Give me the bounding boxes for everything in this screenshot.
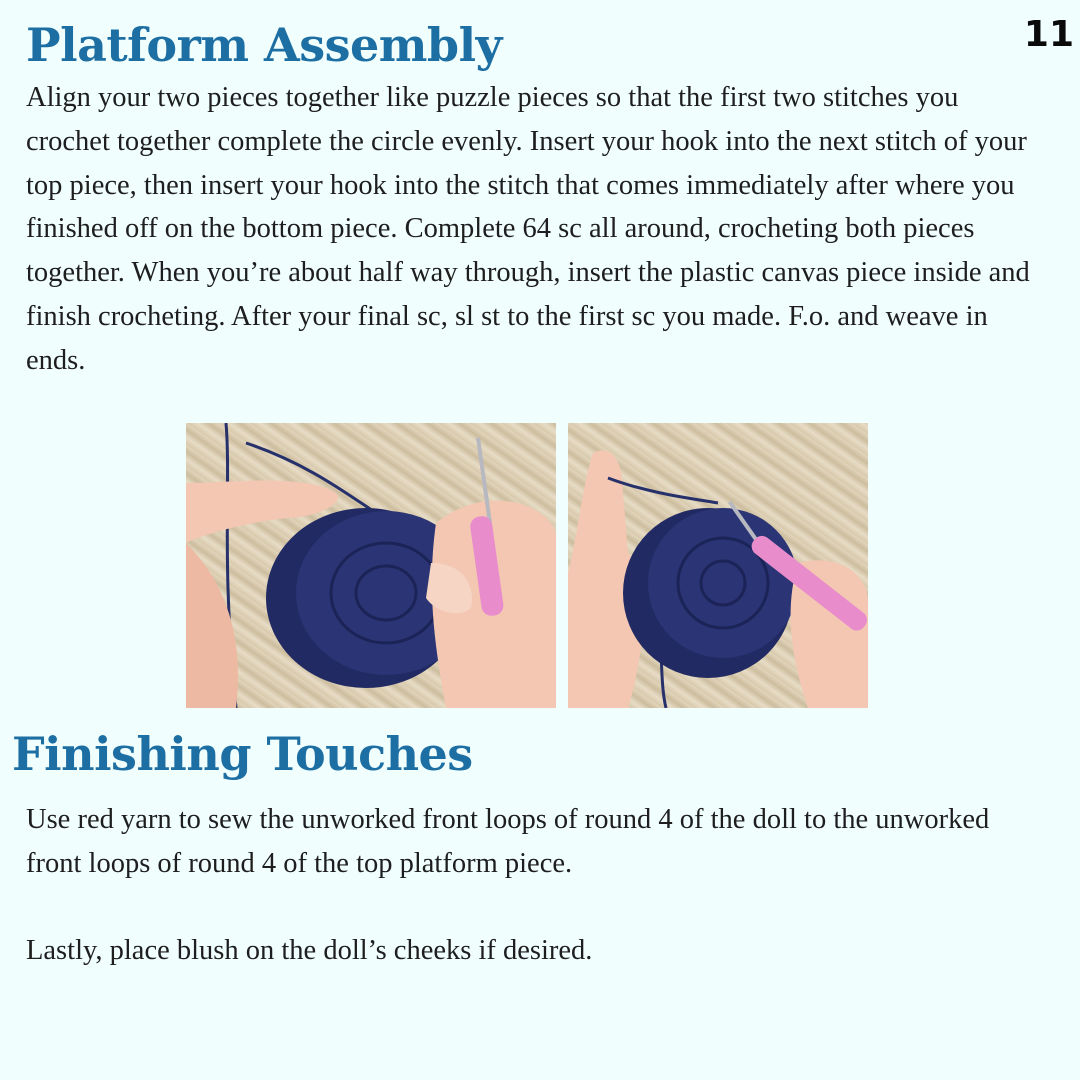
section-body-platform-assembly: Align your two pieces together like puzzle pieces so that the first two stitches you crochet together complete the circle evenly. Insert your hook into the next stitch of your top piece, then insert your hook into the stitch that comes immediately after where you finished off on the bottom piece. Complete 64 sc all around, crocheting both pieces together. When you’re about half way through, insert the plastic canvas piece inside and finish crocheting. After your final sc, sl st to the first sc you made. F.o. and weave in ends. xyxy=(26,82,1030,376)
finishing-paragraph-blush: Lastly, place blush on the doll’s cheeks if desired. xyxy=(26,935,593,966)
photo-crochet-pieces-aligned xyxy=(186,423,556,708)
page-number: 11 xyxy=(1023,14,1074,55)
finishing-paragraph-sew: Use red yarn to sew the unworked front loops of round 4 of the doll to the unworked front loops of round 4 of the top platform piece. xyxy=(26,804,990,879)
section-title-finishing-touches: Finishing Touches xyxy=(12,727,473,781)
photo-crocheting-pieces-together xyxy=(568,423,868,708)
section-title-platform-assembly: Platform Assembly xyxy=(26,18,502,72)
